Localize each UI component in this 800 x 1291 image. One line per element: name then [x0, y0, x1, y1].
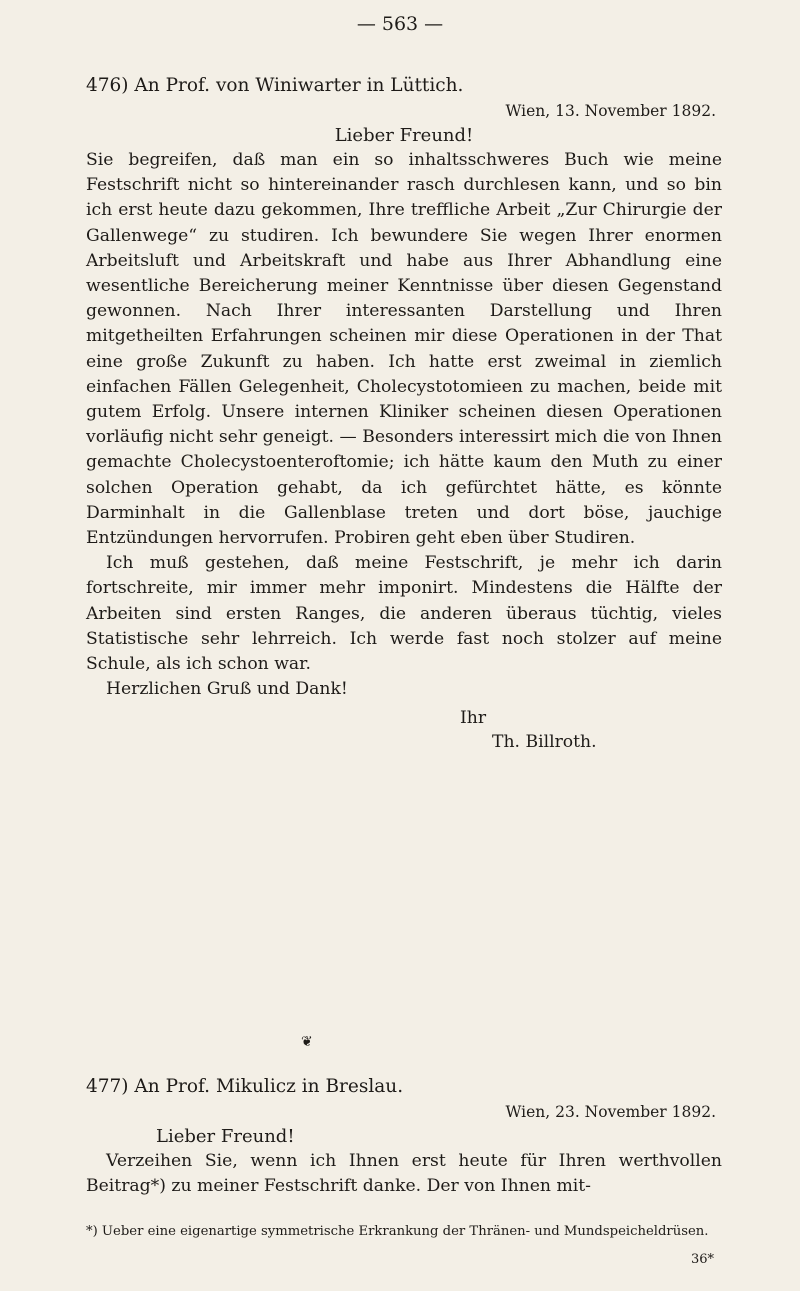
letter-paragraph: Sie begreifen, daß man ein so inhaltsschweres Buch wie meine Festschrift nicht so hintereinander rasch durchlesen kann, und so bin ich erst heute dazu gekommen, Ihre treffliche Arbeit „Zur Chirurgie der Gallenwege“ zu studiren. Ich bewundere Sie wegen Ihrer enormen Arbeitsluft und Arbeitskraft und habe aus Ihrer Abhandlung eine wesentliche Bereicherung meiner Kenntnisse über diesen Gegenstand gewonnen. Nach Ihrer interessanten Darstellung und Ihren mitgetheilten Erfahrungen scheinen mir diese Operationen in der That eine große Zukunft zu haben. Ich hatte erst zweimal in ziemlich einfachen Fällen Gelegenheit, Cholecystotomieen zu machen, beide mit gutem Erfolg. Unsere internen Kliniker scheinen diesen Operationen vorläufig nicht sehr geneigt. — Besonders interessirt mich die von Ihnen gemachte Cholecystoenteroftomie; ich hätte kaum den Muth zu einer solchen Operation gehabt, da ich gefürchtet hätte, es könnte Darminhalt in die Gallenblase treten und dort böse, jauchige Entzündungen hervorrufen. Probiren geht eben über Studiren. [86, 150, 722, 549]
letter-paragraph: Verzeihen Sie, wenn ich Ihnen erst heute für Ihren werthvollen Beitrag*) zu meiner Festschrift danke. Der von Ihnen mit- [86, 1151, 722, 1197]
closing-greeting: Herzlichen Gruß und Dank! [106, 679, 348, 700]
dateline: Wien, 13. November 1892. [505, 102, 716, 120]
letter-476 [86, 74, 722, 754]
separator-ornament: ❦ [301, 1034, 313, 1050]
salutation: Lieber Freund! [334, 125, 474, 146]
dateline: Wien, 23. November 1892. [505, 1103, 716, 1121]
signature-ihr: Ihr [460, 708, 487, 729]
salutation: Lieber Freund! [156, 1126, 295, 1147]
page-number: — 563 — [356, 13, 444, 35]
footnote-block [86, 1222, 722, 1241]
letter-paragraph: Ich muß gestehen, daß meine Festschrift, je mehr ich darin fortschreite, mir immer mehr imponirt. Mindestens die Hälfte der Arbeiten sind ersten Ranges, die anderen überaus tüchtig, vieles Statistische sehr lehrreich. Ich werde fast noch stolzer auf meine Schule, als ich schon war. [86, 553, 722, 675]
footnote: *) Ueber eine eigenartige symmetrische Erkrankung der Thränen- und Mundspeicheldrüsen. [86, 1224, 709, 1239]
signature-name: Th. Billroth. [492, 732, 597, 753]
letter-477 [86, 1075, 722, 1199]
letter-heading: 476) An Prof. von Winiwarter in Lüttich. [86, 75, 464, 96]
printer-signature-mark: 36* [690, 1252, 714, 1267]
letter-heading: 477) An Prof. Mikulicz in Breslau. [86, 1076, 404, 1097]
